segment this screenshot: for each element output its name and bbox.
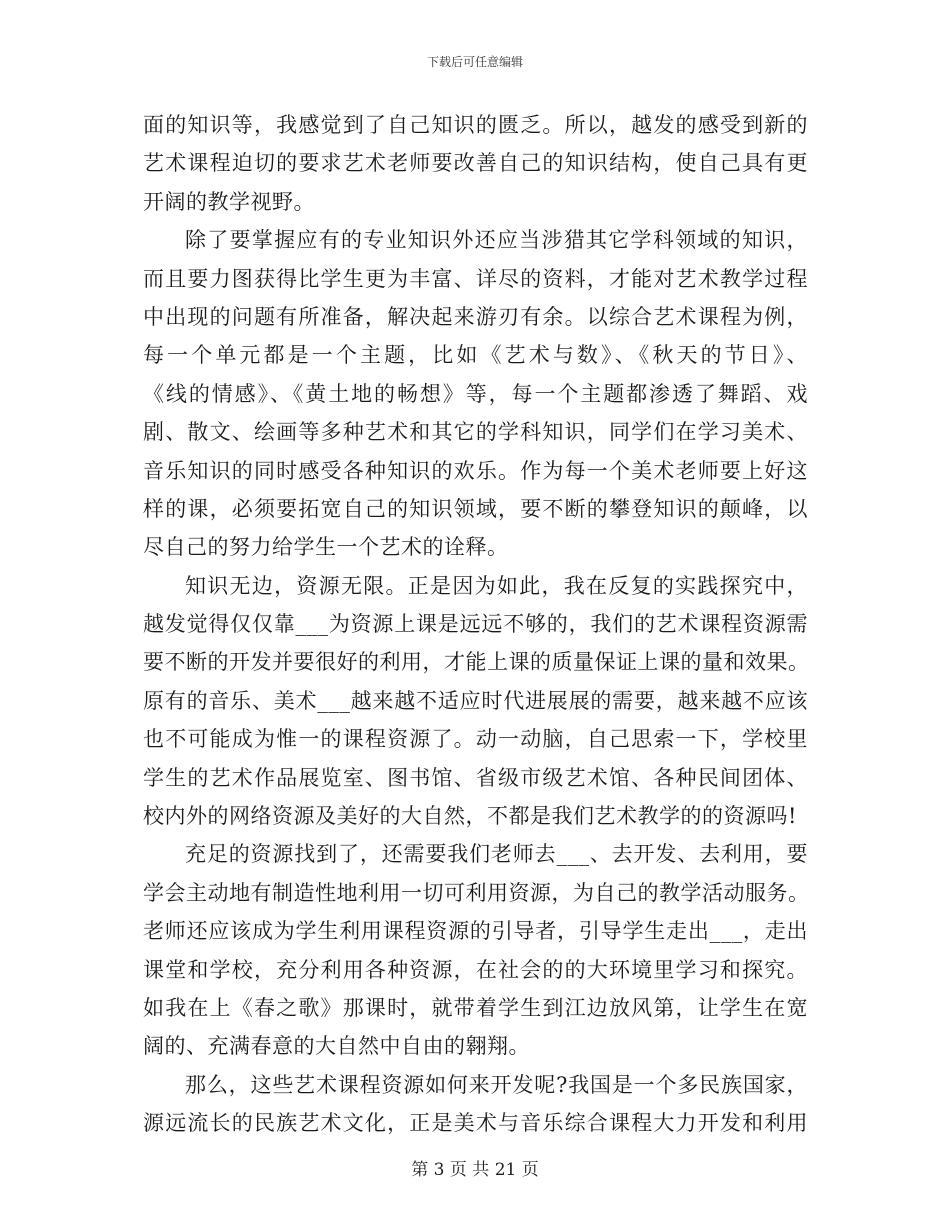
- text-line: 源远流长的民族艺术文化，正是美术与音乐综合课程大力开发和利用: [143, 1111, 808, 1136]
- text-line: 如我在上《春之歌》那课时，就带着学生到江边放风第，让学生在宽: [143, 995, 808, 1020]
- text-line: 学生的艺术作品展览室、图书馆、省级市级艺术馆、各种民间团体、: [143, 765, 808, 790]
- text-line: 阔的、充满春意的大自然中自由的翱翔。: [143, 1034, 530, 1059]
- text-line: 音乐知识的同时感受各种知识的欢乐。作为每一个美术老师要上好这: [143, 458, 808, 483]
- text-line: 知识无边，资源无限。正是因为如此，我在反复的实践探究中，: [185, 573, 808, 598]
- text-line: 也不可能成为惟一的课程资源了。动一动脑，自己思索一下，学校里: [143, 727, 808, 752]
- text-line: 面的知识等，我感觉到了自己知识的匮乏。所以，越发的感受到新的: [143, 113, 808, 137]
- text-line: 课堂和学校，充分利用各种资源，在社会的的大环境里学习和探究。: [143, 957, 808, 982]
- document-body: [143, 106, 808, 1143]
- text-line: 学会主动地有制造性地利用一切可利用资源，为自己的教学活动服务。: [143, 880, 810, 905]
- text-line: 除了要掌握应有的专业知识外还应当涉猎其它学科领域的知识，: [185, 228, 808, 253]
- text-line: 老师还应该成为学生利用课程资源的引导者，引导学生走出___，走出: [143, 919, 808, 944]
- text-line: 越发觉得仅仅靠___为资源上课是远远不够的，我们的艺术课程资源需: [143, 612, 808, 637]
- text-line: 尽自己的努力给学生一个艺术的诠释。: [143, 535, 509, 560]
- text-line: 《线的情感》、《黄土地的畅想》等，每一个主题都渗透了舞蹈、戏: [143, 381, 808, 406]
- text-line: 要不断的开发并要很好的利用，才能上课的质量保证上课的量和效果。: [143, 650, 810, 675]
- text-line: 中出现的问题有所准备，解决起来游刃有余。以综合艺术课程为例，: [143, 304, 808, 329]
- text-line: 每一个单元都是一个主题，比如《艺术与数》、《秋天的节日》、: [143, 343, 808, 368]
- text-line: 那么，这些艺术课程资源如何来开发呢?我国是一个多民族国家，: [185, 1072, 808, 1097]
- text-line: 剧、散文、绘画等多种艺术和其它的学科知识，同学们在学习美术、: [143, 420, 808, 445]
- page-footer: 第 3 页 共 21 页: [411, 1160, 539, 1180]
- text-line: 样的课，必须要拓宽自己的知识领域，要不断的攀登知识的颠峰，以: [143, 496, 808, 521]
- text-line: 而且要力图获得比学生更为丰富、详尽的资料，才能对艺术教学过程: [143, 266, 808, 291]
- page-header: 下载后可任意编辑: [426, 55, 523, 69]
- text-line: 开阔的教学视野。: [143, 189, 315, 214]
- text-line: 艺术课程迫切的要求艺术老师要改善自己的知识结构，使自己具有更: [143, 151, 808, 176]
- text-line: 原有的音乐、美术___越来越不适应时代进展展的需要，越来越不应该: [143, 688, 808, 713]
- text-line: 充足的资源找到了，还需要我们老师去___、去开发、去利用，要: [185, 842, 808, 867]
- text-line: 校内外的网络资源及美好的大自然，不都是我们艺术教学的的资源吗!: [143, 804, 797, 829]
